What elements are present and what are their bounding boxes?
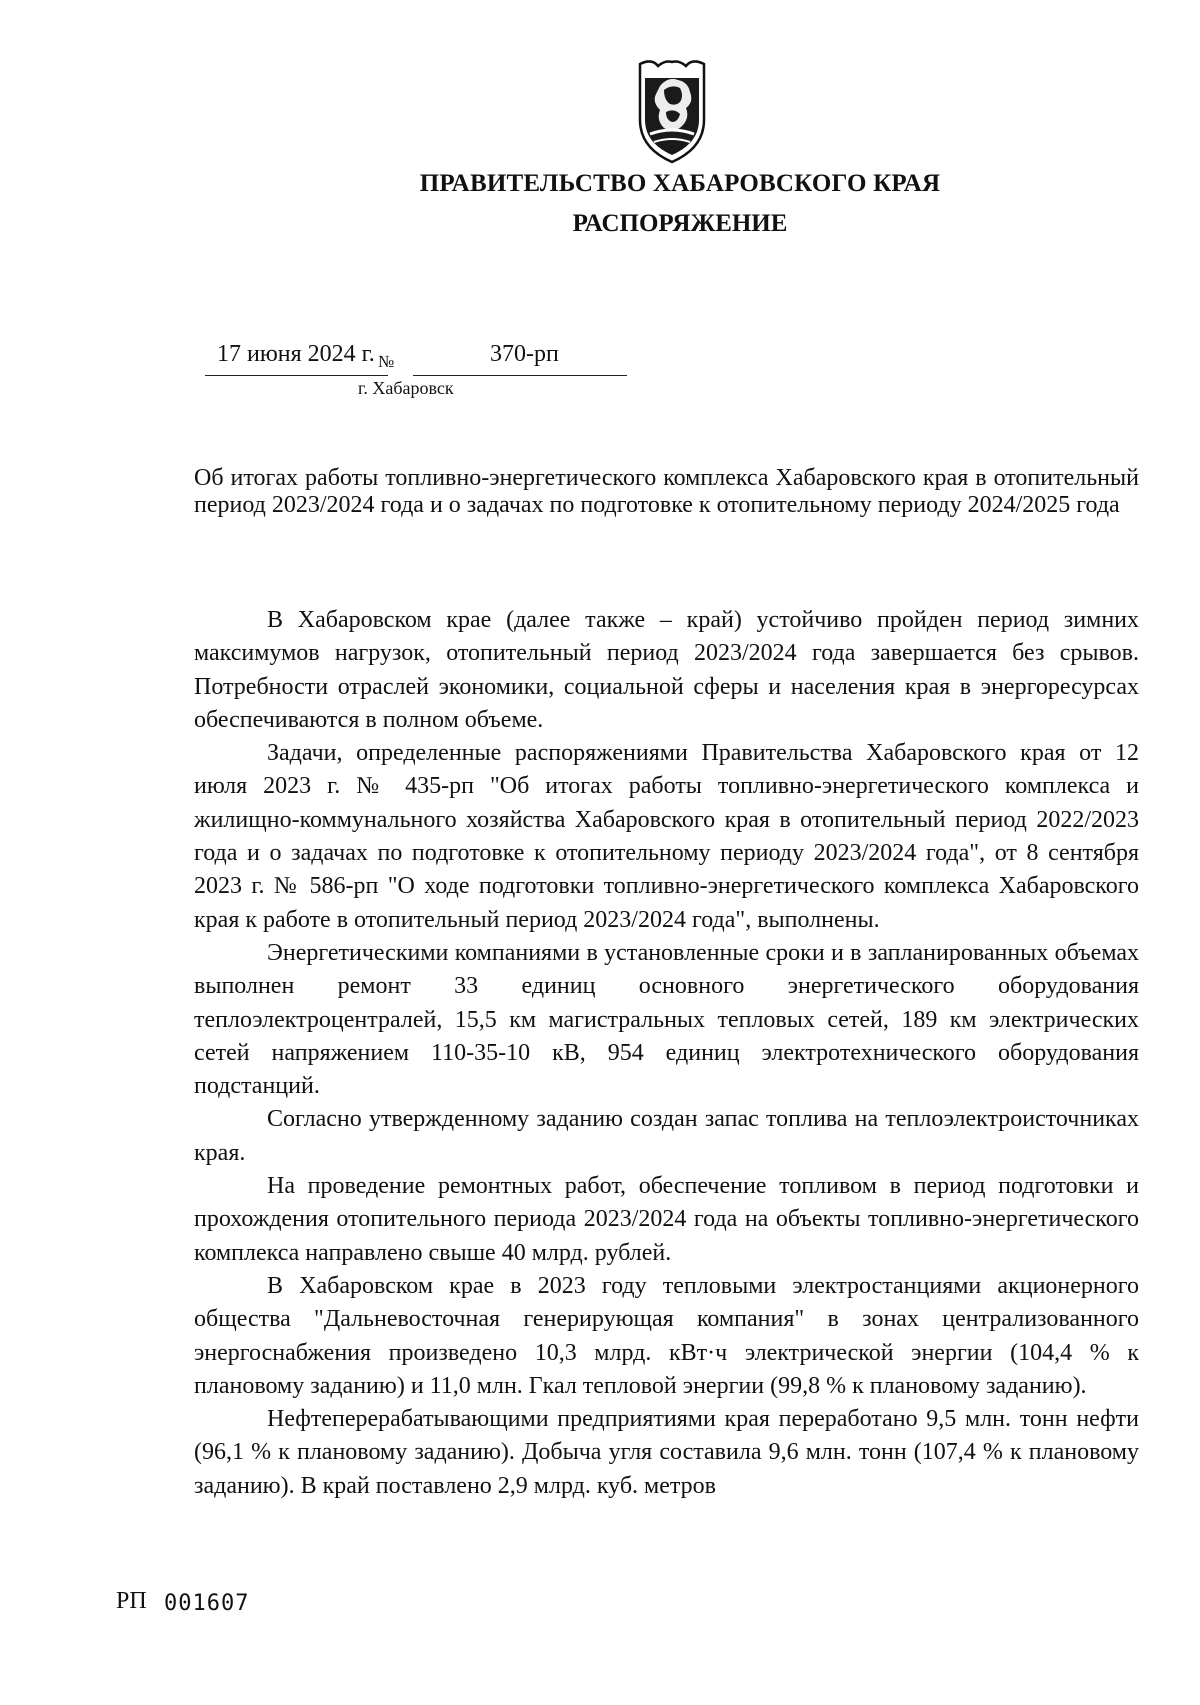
number-sign: № — [378, 352, 395, 371]
body-paragraph: В Хабаровском крае (далее также – край) устойчиво пройден период зимних максимумов нагрузок, отопительный период 2023/2024 года завершается без срывов. Потребности отраслей экономики, социальной сферы и населения края в энергоресурсах обеспечиваются в полном объеме. — [194, 607, 1139, 733]
footer-serial-number: 001607 — [164, 1591, 250, 1616]
government-title: ПРАВИТЕЛЬСТВО ХАБАРОВСКОГО КРАЯ — [419, 170, 941, 197]
body-paragraph: Нефтеперерабатывающими предприятиями края переработано 9,5 млн. тонн нефти (96,1 % к плановому заданию). Добыча угля составила 9,6 млн. тонн (107,4 % к плановому заданию). В край поставлено 2,9 млрд. куб. метров — [194, 1406, 1139, 1499]
document-city: г. Хабаровск — [358, 378, 454, 398]
document-body — [194, 604, 1139, 1503]
document-subject: Об итогах работы топливно-энергетического комплекса Хабаровского края в отопительный период 2023/2024 года и о задачах по подготовке к отопительному периоду 2024/2025 года — [194, 465, 1139, 518]
document-type-title: РАСПОРЯЖЕНИЕ — [572, 210, 788, 237]
number-underline — [413, 375, 627, 376]
body-paragraph: Задачи, определенные распоряжениями Правительства Хабаровского края от 12 июля 2023 г. № 435-рп "Об итогах работы топливно-энергетического комплекса и жилищно-коммунального хозяйства Хабаровского края в отопительный период 2022/2023 года и о задачах по подготовке к отопительному периоду 2023/2024 года", от 8 сентября 2023 г. № 586-рп "О ходе подготовки топливно-энергетического комплекса Хабаровского края к работе в отопительный период 2023/2024 года", выполнены. — [194, 740, 1139, 933]
document-number: 370-рп — [490, 341, 559, 367]
body-paragraph: В Хабаровском крае в 2023 году тепловыми электростанциями акционерного общества "Дальневосточная генерирующая компания" в зонах централизованного энергоснабжения произведено 10,3 млрд. кВт·ч электрической энергии (104,4 % к плановому заданию) и 11,0 млн. Гкал тепловой энергии (99,8 % к плановому заданию). — [194, 1272, 1139, 1399]
body-paragraph: Согласно утвержденному заданию создан запас топлива на теплоэлектроисточниках края. — [194, 1106, 1139, 1166]
body-paragraph: Энергетическими компаниями в установленные сроки и в запланированных объемах выполнен ремонт 33 единиц основного энергетического оборудования теплоэлектроцентралей, 15,5 км магистральных тепловых сетей, 189 км электрических сетей напряжением 110-35-10 кВ, 954 единиц электротехнического оборудования подстанций. — [194, 939, 1139, 1100]
footer-form-code: РП — [116, 1588, 147, 1614]
body-paragraph: На проведение ремонтных работ, обеспечение топливом в период подготовки и прохождения отопительного периода 2023/2024 года на объекты топливно-энергетического комплекса направлено свыше 40 млрд. рублей. — [194, 1173, 1139, 1266]
khabarovsk-coat-of-arms-icon — [628, 56, 716, 168]
date-underline — [205, 375, 388, 376]
document-date: 17 июня 2024 г. — [217, 341, 375, 367]
